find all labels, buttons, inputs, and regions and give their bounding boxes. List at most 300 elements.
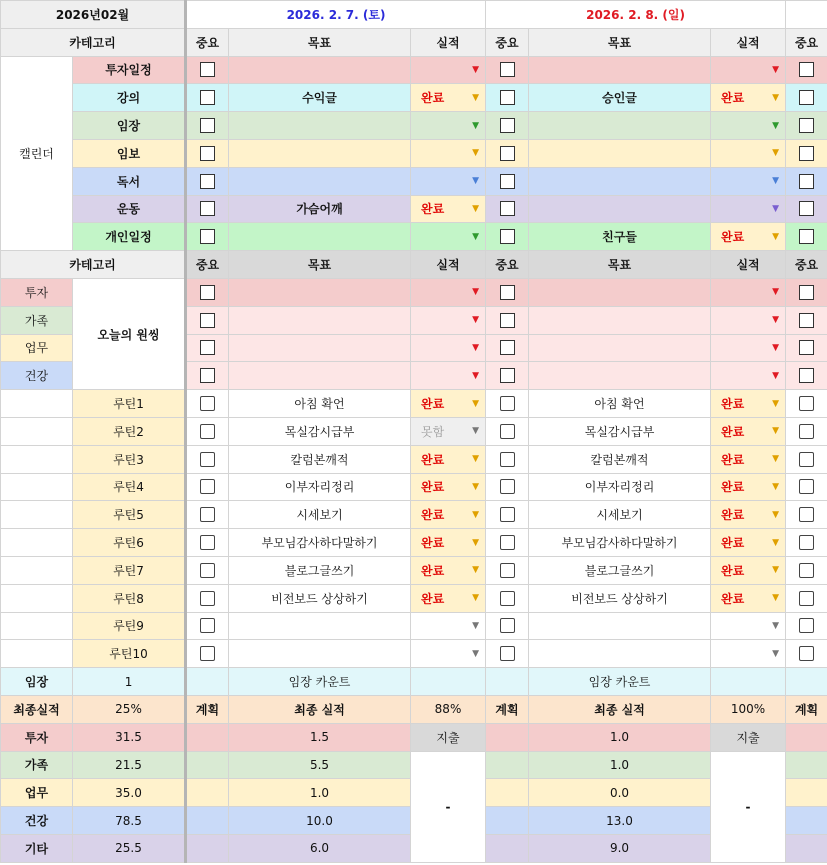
importance-checkbox[interactable] <box>200 340 215 355</box>
goal-cell[interactable] <box>229 306 411 334</box>
result-dropdown[interactable] <box>411 585 485 612</box>
importance-cell[interactable] <box>486 112 529 140</box>
importance-cell[interactable] <box>186 139 229 167</box>
importance-cell[interactable] <box>186 306 229 334</box>
result-cell[interactable] <box>711 223 786 251</box>
importance-cell[interactable] <box>486 612 529 640</box>
importance-cell[interactable] <box>786 223 827 251</box>
importance-checkbox[interactable] <box>500 591 515 606</box>
result-dropdown[interactable] <box>411 640 485 667</box>
importance-cell[interactable] <box>786 612 827 640</box>
result-dropdown[interactable] <box>711 196 785 223</box>
importance-checkbox[interactable] <box>200 201 215 216</box>
goal-cell[interactable]: 부모님감사하다말하기 <box>529 529 711 557</box>
dropdown-arrow-icon[interactable]: ▼ <box>772 315 780 326</box>
result-dropdown[interactable] <box>711 57 785 84</box>
result-dropdown[interactable] <box>711 140 785 167</box>
dropdown-arrow-icon[interactable]: ▼ <box>772 398 780 409</box>
importance-checkbox[interactable] <box>200 146 215 161</box>
importance-checkbox[interactable] <box>200 368 215 383</box>
importance-cell[interactable] <box>486 556 529 584</box>
importance-checkbox[interactable] <box>200 618 215 633</box>
result-cell[interactable] <box>411 139 486 167</box>
goal-cell[interactable] <box>529 56 711 84</box>
importance-cell[interactable] <box>786 417 827 445</box>
result-cell[interactable] <box>411 417 486 445</box>
dropdown-arrow-icon[interactable]: ▼ <box>772 481 780 492</box>
result-cell[interactable] <box>411 640 486 668</box>
importance-cell[interactable] <box>486 56 529 84</box>
goal-cell[interactable] <box>529 139 711 167</box>
importance-checkbox[interactable] <box>799 618 814 633</box>
goal-cell[interactable]: 수익글 <box>229 84 411 112</box>
result-cell[interactable] <box>711 56 786 84</box>
result-cell[interactable] <box>411 584 486 612</box>
result-dropdown[interactable] <box>711 557 785 584</box>
importance-checkbox[interactable] <box>200 396 215 411</box>
importance-cell[interactable] <box>786 334 827 362</box>
result-dropdown[interactable] <box>411 140 485 167</box>
importance-checkbox[interactable] <box>799 535 814 550</box>
importance-cell[interactable] <box>486 501 529 529</box>
importance-cell[interactable] <box>186 501 229 529</box>
result-cell[interactable] <box>711 362 786 390</box>
goal-cell[interactable] <box>229 334 411 362</box>
summary-label: 가족 <box>1 751 73 779</box>
result-dropdown[interactable] <box>411 57 485 84</box>
result-dropdown[interactable] <box>711 418 785 445</box>
result-cell[interactable] <box>411 501 486 529</box>
importance-cell[interactable] <box>486 640 529 668</box>
result-dropdown[interactable] <box>411 613 485 640</box>
importance-checkbox[interactable] <box>500 452 515 467</box>
result-cell[interactable] <box>711 529 786 557</box>
importance-cell[interactable] <box>186 473 229 501</box>
importance-checkbox[interactable] <box>799 424 814 439</box>
goal-cell[interactable] <box>529 640 711 668</box>
dropdown-arrow-icon[interactable]: ▼ <box>772 593 780 604</box>
importance-checkbox[interactable] <box>799 146 814 161</box>
dropdown-arrow-icon[interactable]: ▼ <box>772 648 780 659</box>
goal-cell[interactable] <box>529 362 711 390</box>
importance-cell[interactable] <box>486 139 529 167</box>
goal-cell[interactable] <box>529 306 711 334</box>
result-cell[interactable] <box>411 362 486 390</box>
importance-cell[interactable] <box>786 584 827 612</box>
importance-checkbox[interactable] <box>799 368 814 383</box>
importance-checkbox[interactable] <box>799 396 814 411</box>
importance-cell[interactable] <box>486 334 529 362</box>
goal-cell[interactable]: 이부자리정리 <box>529 473 711 501</box>
result-dropdown[interactable] <box>411 335 485 362</box>
importance-cell[interactable] <box>786 529 827 557</box>
dropdown-arrow-icon[interactable]: ▼ <box>472 120 480 131</box>
importance-checkbox[interactable] <box>799 479 814 494</box>
dropdown-arrow-icon[interactable]: ▼ <box>772 370 780 381</box>
importance-cell[interactable] <box>486 417 529 445</box>
importance-cell[interactable] <box>186 584 229 612</box>
result-cell[interactable] <box>411 529 486 557</box>
importance-cell[interactable] <box>186 56 229 84</box>
cell <box>786 807 827 835</box>
dropdown-arrow-icon[interactable]: ▼ <box>472 92 480 103</box>
result-dropdown[interactable] <box>411 279 485 306</box>
importance-checkbox[interactable] <box>500 62 515 77</box>
importance-checkbox[interactable] <box>799 507 814 522</box>
result-cell[interactable] <box>711 612 786 640</box>
goal-cell[interactable] <box>529 195 711 223</box>
importance-checkbox[interactable] <box>200 591 215 606</box>
dropdown-arrow-icon[interactable]: ▼ <box>472 231 480 242</box>
dropdown-arrow-icon[interactable]: ▼ <box>472 454 480 465</box>
result-dropdown[interactable] <box>411 84 485 111</box>
result-dropdown[interactable] <box>411 474 485 501</box>
importance-checkbox[interactable] <box>200 313 215 328</box>
importance-cell[interactable] <box>786 139 827 167</box>
goal-cell[interactable] <box>529 112 711 140</box>
result-dropdown[interactable] <box>411 557 485 584</box>
importance-checkbox[interactable] <box>500 313 515 328</box>
importance-checkbox[interactable] <box>500 396 515 411</box>
goal-cell[interactable]: 승인글 <box>529 84 711 112</box>
importance-checkbox[interactable] <box>799 340 814 355</box>
result-cell[interactable] <box>711 84 786 112</box>
importance-cell[interactable] <box>186 417 229 445</box>
dropdown-arrow-icon[interactable]: ▼ <box>772 120 780 131</box>
goal-cell[interactable]: 비전보드 상상하기 <box>229 584 411 612</box>
dropdown-arrow-icon[interactable]: ▼ <box>772 620 780 631</box>
dropdown-arrow-icon[interactable]: ▼ <box>472 315 480 326</box>
result-cell[interactable] <box>711 167 786 195</box>
importance-checkbox[interactable] <box>799 285 814 300</box>
result-dropdown[interactable] <box>711 613 785 640</box>
importance-checkbox[interactable] <box>500 535 515 550</box>
importance-checkbox[interactable] <box>200 285 215 300</box>
goal-cell[interactable] <box>229 278 411 306</box>
importance-cell[interactable] <box>786 390 827 418</box>
dropdown-arrow-icon[interactable]: ▼ <box>772 426 780 437</box>
result-cell[interactable] <box>411 473 486 501</box>
importance-cell[interactable] <box>186 640 229 668</box>
result-cell[interactable] <box>711 417 786 445</box>
importance-cell[interactable] <box>486 362 529 390</box>
importance-checkbox[interactable] <box>500 174 515 189</box>
importance-cell[interactable] <box>186 278 229 306</box>
result-cell[interactable] <box>411 112 486 140</box>
importance-cell[interactable] <box>786 306 827 334</box>
importance-cell[interactable] <box>786 362 827 390</box>
result-dropdown[interactable] <box>711 640 785 667</box>
result-cell[interactable] <box>411 56 486 84</box>
importance-cell[interactable] <box>486 278 529 306</box>
result-cell[interactable] <box>411 195 486 223</box>
dropdown-arrow-icon[interactable]: ▼ <box>472 176 480 187</box>
importance-checkbox[interactable] <box>200 646 215 661</box>
goal-cell[interactable]: 부모님감사하다말하기 <box>229 529 411 557</box>
importance-cell[interactable] <box>786 640 827 668</box>
importance-cell[interactable] <box>786 112 827 140</box>
importance-cell[interactable] <box>186 362 229 390</box>
importance-checkbox[interactable] <box>500 646 515 661</box>
goal-cell[interactable]: 칼럼본깨적 <box>529 445 711 473</box>
importance-cell[interactable] <box>786 167 827 195</box>
importance-checkbox[interactable] <box>500 146 515 161</box>
importance-checkbox[interactable] <box>799 90 814 105</box>
result-cell[interactable] <box>711 445 786 473</box>
dropdown-arrow-icon[interactable]: ▼ <box>472 370 480 381</box>
importance-cell[interactable] <box>186 529 229 557</box>
result-dropdown[interactable] <box>711 84 785 111</box>
goal-cell[interactable]: 칼럼본깨적 <box>229 445 411 473</box>
importance-cell[interactable] <box>486 306 529 334</box>
result-cell[interactable] <box>411 334 486 362</box>
importance-cell[interactable] <box>786 501 827 529</box>
result-dropdown[interactable] <box>411 418 485 445</box>
result-cell[interactable] <box>711 473 786 501</box>
importance-checkbox[interactable] <box>799 174 814 189</box>
importance-checkbox[interactable] <box>200 507 215 522</box>
result-dropdown[interactable] <box>711 223 785 250</box>
goal-cell[interactable]: 블로그글쓰기 <box>529 556 711 584</box>
result-cell[interactable] <box>711 390 786 418</box>
dropdown-arrow-icon[interactable]: ▼ <box>772 231 780 242</box>
dropdown-arrow-icon[interactable]: ▼ <box>472 342 480 353</box>
result-dropdown[interactable] <box>411 112 485 139</box>
result-cell[interactable] <box>411 84 486 112</box>
result-cell[interactable] <box>411 556 486 584</box>
importance-cell[interactable] <box>186 612 229 640</box>
calendar-category: 강의 <box>73 84 186 112</box>
importance-cell[interactable] <box>786 556 827 584</box>
goal-cell[interactable]: 이부자리정리 <box>229 473 411 501</box>
result-dropdown[interactable] <box>711 112 785 139</box>
importance-cell[interactable] <box>786 473 827 501</box>
goal-cell[interactable] <box>229 362 411 390</box>
goal-cell[interactable] <box>529 167 711 195</box>
dropdown-arrow-icon[interactable]: ▼ <box>472 481 480 492</box>
result-dropdown[interactable] <box>411 501 485 528</box>
dropdown-arrow-icon[interactable]: ▼ <box>772 148 780 159</box>
result-cell[interactable] <box>411 390 486 418</box>
importance-cell[interactable] <box>186 84 229 112</box>
dropdown-arrow-icon[interactable]: ▼ <box>772 176 780 187</box>
result-cell[interactable] <box>711 584 786 612</box>
goal-cell[interactable] <box>529 334 711 362</box>
goal-cell[interactable] <box>529 278 711 306</box>
result-dropdown[interactable] <box>711 335 785 362</box>
importance-cell[interactable] <box>786 84 827 112</box>
result-dropdown[interactable] <box>411 529 485 556</box>
dropdown-arrow-icon[interactable]: ▼ <box>772 342 780 353</box>
result-cell[interactable] <box>411 306 486 334</box>
importance-checkbox[interactable] <box>500 340 515 355</box>
dropdown-arrow-icon[interactable]: ▼ <box>472 509 480 520</box>
importance-checkbox[interactable] <box>500 479 515 494</box>
importance-checkbox[interactable] <box>799 201 814 216</box>
importance-cell[interactable] <box>186 223 229 251</box>
importance-checkbox[interactable] <box>799 563 814 578</box>
result-cell[interactable] <box>711 501 786 529</box>
dropdown-arrow-icon[interactable]: ▼ <box>472 203 480 214</box>
goal-cell[interactable]: 시세보기 <box>529 501 711 529</box>
dropdown-arrow-icon[interactable]: ▼ <box>772 537 780 548</box>
goal-cell[interactable]: 블로그글쓰기 <box>229 556 411 584</box>
importance-cell[interactable] <box>486 473 529 501</box>
dropdown-arrow-icon[interactable]: ▼ <box>472 64 480 75</box>
importance-cell[interactable] <box>486 223 529 251</box>
goal-cell[interactable]: 목실감시급부 <box>229 417 411 445</box>
goal-cell[interactable] <box>229 167 411 195</box>
result-dropdown[interactable] <box>711 446 785 473</box>
dropdown-arrow-icon[interactable]: ▼ <box>772 509 780 520</box>
result-dropdown[interactable] <box>411 362 485 389</box>
importance-checkbox[interactable] <box>200 452 215 467</box>
importance-cell[interactable] <box>786 56 827 84</box>
goal-cell[interactable] <box>229 612 411 640</box>
result-cell[interactable] <box>711 334 786 362</box>
result-cell[interactable] <box>711 139 786 167</box>
importance-checkbox[interactable] <box>500 118 515 133</box>
result-cell[interactable] <box>411 612 486 640</box>
importance-cell[interactable] <box>186 390 229 418</box>
importance-checkbox[interactable] <box>200 174 215 189</box>
importance-checkbox[interactable] <box>200 229 215 244</box>
goal-cell[interactable]: 비전보드 상상하기 <box>529 584 711 612</box>
result-dropdown[interactable] <box>711 168 785 195</box>
dropdown-arrow-icon[interactable]: ▼ <box>772 203 780 214</box>
importance-cell[interactable] <box>486 167 529 195</box>
importance-cell[interactable] <box>786 195 827 223</box>
importance-checkbox[interactable] <box>500 424 515 439</box>
result-cell[interactable] <box>411 223 486 251</box>
importance-cell[interactable] <box>486 390 529 418</box>
importance-checkbox[interactable] <box>200 90 215 105</box>
routine-name: 루틴10 <box>73 640 186 668</box>
goal-cell[interactable] <box>529 612 711 640</box>
importance-checkbox[interactable] <box>799 229 814 244</box>
result-dropdown[interactable] <box>411 390 485 417</box>
importance-checkbox[interactable] <box>799 62 814 77</box>
dropdown-arrow-icon[interactable]: ▼ <box>472 593 480 604</box>
result-dropdown[interactable] <box>411 446 485 473</box>
importance-cell[interactable] <box>486 84 529 112</box>
importance-checkbox[interactable] <box>500 201 515 216</box>
goal-cell[interactable]: 친구들 <box>529 223 711 251</box>
result-dropdown[interactable] <box>711 529 785 556</box>
importance-checkbox[interactable] <box>500 90 515 105</box>
importance-cell[interactable] <box>186 112 229 140</box>
dropdown-arrow-icon[interactable]: ▼ <box>472 148 480 159</box>
importance-checkbox[interactable] <box>500 618 515 633</box>
sheet-row <box>1 56 827 84</box>
importance-checkbox[interactable] <box>500 285 515 300</box>
result-cell[interactable] <box>711 640 786 668</box>
result-cell[interactable] <box>411 445 486 473</box>
importance-checkbox[interactable] <box>799 591 814 606</box>
result-dropdown[interactable] <box>711 501 785 528</box>
result-dropdown[interactable] <box>411 307 485 334</box>
dropdown-arrow-icon[interactable]: ▼ <box>472 648 480 659</box>
result-cell[interactable] <box>711 112 786 140</box>
result-dropdown[interactable] <box>711 585 785 612</box>
result-cell[interactable] <box>411 278 486 306</box>
importance-checkbox[interactable] <box>200 118 215 133</box>
importance-checkbox[interactable] <box>500 368 515 383</box>
dropdown-arrow-icon[interactable]: ▼ <box>472 537 480 548</box>
importance-checkbox[interactable] <box>799 118 814 133</box>
importance-cell[interactable] <box>486 584 529 612</box>
dropdown-arrow-icon[interactable]: ▼ <box>772 64 780 75</box>
importance-cell[interactable] <box>486 195 529 223</box>
dropdown-arrow-icon[interactable]: ▼ <box>772 454 780 465</box>
result-dropdown[interactable] <box>711 390 785 417</box>
importance-cell[interactable] <box>486 445 529 473</box>
result-cell[interactable] <box>711 556 786 584</box>
importance-checkbox[interactable] <box>200 62 215 77</box>
dropdown-arrow-icon[interactable]: ▼ <box>772 565 780 576</box>
goal-cell[interactable]: 아침 확언 <box>229 390 411 418</box>
goal-cell[interactable]: 아침 확언 <box>529 390 711 418</box>
importance-cell[interactable] <box>486 529 529 557</box>
importance-checkbox[interactable] <box>200 424 215 439</box>
importance-checkbox[interactable] <box>500 229 515 244</box>
goal-cell[interactable] <box>229 223 411 251</box>
importance-cell[interactable] <box>186 445 229 473</box>
dropdown-arrow-icon[interactable]: ▼ <box>772 287 780 298</box>
importance-cell[interactable] <box>786 278 827 306</box>
dropdown-arrow-icon[interactable]: ▼ <box>472 620 480 631</box>
result-cell[interactable] <box>411 167 486 195</box>
importance-cell[interactable] <box>186 167 229 195</box>
result-dropdown[interactable] <box>711 362 785 389</box>
result-dropdown[interactable] <box>411 168 485 195</box>
dropdown-arrow-icon[interactable]: ▼ <box>472 565 480 576</box>
summary-day2: 1.0 <box>529 751 711 779</box>
dropdown-arrow-icon[interactable]: ▼ <box>772 92 780 103</box>
importance-checkbox[interactable] <box>799 313 814 328</box>
result-dropdown[interactable] <box>711 474 785 501</box>
result-dropdown[interactable] <box>411 223 485 250</box>
goal-cell[interactable] <box>229 112 411 140</box>
dropdown-arrow-icon[interactable]: ▼ <box>472 287 480 298</box>
importance-checkbox[interactable] <box>500 563 515 578</box>
result-dropdown[interactable] <box>711 279 785 306</box>
importance-checkbox[interactable] <box>500 507 515 522</box>
importance-checkbox[interactable] <box>799 646 814 661</box>
result-cell[interactable] <box>711 195 786 223</box>
result-dropdown[interactable] <box>411 196 485 223</box>
result-cell[interactable] <box>711 306 786 334</box>
importance-cell[interactable] <box>186 334 229 362</box>
importance-checkbox[interactable] <box>799 452 814 467</box>
goal-cell[interactable] <box>229 56 411 84</box>
importance-checkbox[interactable] <box>200 563 215 578</box>
importance-cell[interactable] <box>186 556 229 584</box>
result-cell[interactable] <box>711 278 786 306</box>
importance-cell[interactable] <box>186 195 229 223</box>
importance-cell[interactable] <box>786 445 827 473</box>
dropdown-arrow-icon[interactable]: ▼ <box>472 398 480 409</box>
importance-checkbox[interactable] <box>200 479 215 494</box>
result-dropdown[interactable] <box>711 307 785 334</box>
importance-checkbox[interactable] <box>200 535 215 550</box>
goal-cell[interactable] <box>229 640 411 668</box>
goal-cell[interactable]: 가슴어깨 <box>229 195 411 223</box>
goal-cell[interactable]: 목실감시급부 <box>529 417 711 445</box>
dropdown-arrow-icon[interactable]: ▼ <box>472 426 480 437</box>
goal-cell[interactable]: 시세보기 <box>229 501 411 529</box>
goal-cell[interactable] <box>229 139 411 167</box>
